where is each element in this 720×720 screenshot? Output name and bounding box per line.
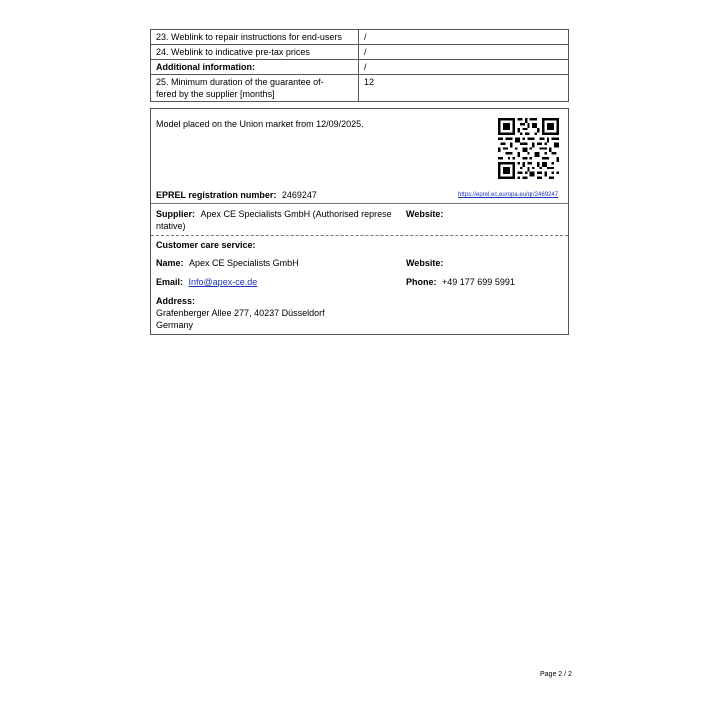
customer-care-website-label: Website: [406,258,444,268]
supplier-line-1 [156,208,392,220]
address-line-2: Germany [156,320,194,330]
row-label: 23. Weblink to repair instructions for end-users [151,30,359,45]
table-row [151,75,569,102]
row-value: 12 [359,75,569,102]
row-label: 24. Weblink to indicative pre-tax prices [151,45,359,60]
email-label: Email: [156,277,184,287]
row-label: Additional information: [151,60,359,75]
table-row [151,60,569,75]
table-row [151,45,569,60]
phone-label: Phone: [406,277,437,287]
supplier-value: Apex CE Specialists GmbH (Authorised represe [200,209,392,219]
eprel-number: 2469247 [281,190,317,200]
address-line-1: Grafenberger Allee 277, 40237 Düsseldorf [156,308,325,318]
customer-care-name [156,257,299,269]
customer-care-email [156,276,257,288]
product-info-table [150,29,569,102]
page-number: Page 2 / 2 [540,671,572,678]
row-label-line: 25. Minimum duration of the guarantee of- [156,77,324,87]
eprel-line [156,189,317,201]
address-label: Address: [156,296,196,306]
phone-value: +49 177 699 5991 [442,277,515,287]
customer-care-phone [406,276,515,288]
name-value: Apex CE Specialists GmbH [189,258,299,268]
row-value: / [359,60,569,75]
supplier-label: Supplier: [156,209,196,219]
row-label-line: fered by the supplier [months] [156,89,275,99]
dashed-divider [151,235,568,236]
row-label [151,75,359,102]
customer-care-heading: Customer care service: [156,240,256,250]
model-placed-text: Model placed on the Union market from 12/09/2025. [156,119,364,129]
eprel-link[interactable]: https://eprel.ec.europa.eu/qr/2469247 [458,192,559,198]
supplier-website-label: Website: [406,209,444,219]
supplier-value-cont: ntative) [156,221,186,231]
eprel-label: EPREL registration number: [156,190,277,200]
qr-code-icon[interactable] [498,118,559,179]
divider [151,203,568,204]
model-supplier-box [150,108,569,335]
table-row [151,30,569,45]
email-link[interactable]: Info@apex-ce.de [188,277,258,287]
name-label: Name: [156,258,184,268]
row-value: / [359,30,569,45]
row-value: / [359,45,569,60]
